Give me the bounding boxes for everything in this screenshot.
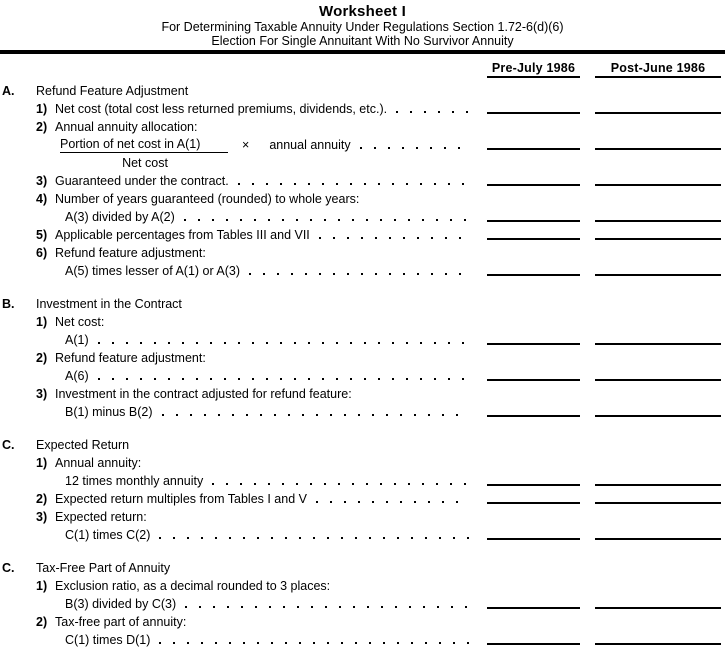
item-text: Refund feature adjustment: [55, 246, 206, 260]
item-text: Applicable percentages from Tables III and VII [55, 228, 310, 242]
row-label [0, 209, 470, 225]
dot-leader [358, 136, 470, 153]
answer-line-pre-july-1986[interactable] [487, 502, 580, 504]
column-headers [487, 60, 725, 78]
item-number: 1) [36, 456, 48, 470]
section-title: Tax-Free Part of Annuity [36, 561, 171, 575]
answer-line-post-june-1986[interactable] [595, 538, 721, 540]
document-subtitle-line2: Election For Single Annuitant With No Survivor Annuity [211, 34, 514, 48]
section-title: Refund Feature Adjustment [36, 84, 189, 98]
row-label [0, 368, 470, 384]
worksheet-row [0, 225, 725, 243]
answer-line-post-june-1986[interactable] [595, 484, 721, 486]
answer-line-pre-july-1986[interactable] [487, 148, 580, 150]
dot-leader [210, 473, 470, 489]
answer-line-pre-july-1986[interactable] [487, 274, 580, 276]
row-label [0, 560, 470, 576]
section-header-row [0, 435, 725, 453]
answer-line-post-june-1986[interactable] [595, 502, 721, 504]
answer-line-pre-july-1986[interactable] [487, 220, 580, 222]
item-text: Exclusion ratio, as a decimal rounded to 3 places: [55, 579, 331, 593]
formula-text: annual annuity [269, 138, 351, 152]
answer-line-pre-july-1986[interactable] [487, 643, 580, 645]
worksheet-section [0, 294, 725, 420]
worksheet-row [0, 453, 725, 471]
row-label [0, 245, 470, 261]
worksheet-row [0, 612, 725, 630]
row-label [0, 527, 470, 543]
item-number: 2) [36, 120, 48, 134]
dot-leader [160, 404, 470, 420]
item-number: 6) [36, 246, 48, 260]
dot-leader [157, 632, 470, 648]
item-text: Annual annuity: [55, 456, 142, 470]
worksheet-row [0, 312, 725, 330]
dot-leader [183, 596, 470, 612]
fraction-numerator: Portion of net cost in A(1) [60, 136, 228, 153]
worksheet-row [0, 243, 725, 261]
document-title: Worksheet I [319, 3, 406, 20]
answer-line-post-june-1986[interactable] [595, 274, 721, 276]
item-number: 2) [36, 615, 48, 629]
item-text: Net cost (total cost less returned premiums, dividends, etc.). [55, 102, 388, 116]
answer-line-post-june-1986[interactable] [595, 607, 721, 609]
item-number: 1) [36, 579, 48, 593]
answer-line-pre-july-1986[interactable] [487, 184, 580, 186]
row-label [0, 263, 470, 279]
row-label [0, 314, 470, 330]
item-number: 2) [36, 351, 48, 365]
row-label [0, 578, 470, 594]
sub-item-text: A(1) [65, 333, 89, 347]
sub-item-text: A(3) divided by A(2) [65, 210, 175, 224]
horizontal-divider [0, 50, 725, 54]
answer-line-post-june-1986[interactable] [595, 379, 721, 381]
worksheet-row [0, 189, 725, 207]
answer-line-post-june-1986[interactable] [595, 643, 721, 645]
section-letter: C. [2, 438, 15, 452]
column-header-post-june-1986: Post-June 1986 [595, 60, 721, 78]
section-header-row [0, 81, 725, 99]
dot-leader [96, 368, 470, 384]
row-label [0, 191, 470, 207]
worksheet-row [0, 261, 725, 279]
item-number: 1) [36, 102, 48, 116]
answer-line-post-june-1986[interactable] [595, 415, 721, 417]
row-label [0, 155, 470, 171]
dot-leader [182, 209, 470, 225]
item-text: Investment in the contract adjusted for refund feature: [55, 387, 352, 401]
section-header-row [0, 558, 725, 576]
worksheet-row [0, 525, 725, 543]
answer-line-pre-july-1986[interactable] [487, 343, 580, 345]
item-number: 1) [36, 315, 48, 329]
row-label [0, 296, 470, 312]
worksheet-row [0, 348, 725, 366]
row-label [0, 473, 470, 489]
answer-line-post-june-1986[interactable] [595, 343, 721, 345]
document-subtitle-line1: For Determining Taxable Annuity Under Regulations Section 1.72-6(d)(6) [161, 20, 564, 34]
item-number: 3) [36, 174, 48, 188]
worksheet-row [0, 384, 725, 402]
section-letter: B. [2, 297, 15, 311]
item-text: Net cost: [55, 315, 105, 329]
sub-item-text: A(5) times lesser of A(1) or A(3) [65, 264, 241, 278]
sub-item-text: B(3) divided by C(3) [65, 597, 177, 611]
fraction-denominator: Net cost [122, 156, 168, 170]
worksheet-section [0, 81, 725, 279]
section-letter: C. [2, 561, 15, 575]
document-header [0, 0, 725, 48]
item-text: Refund feature adjustment: [55, 351, 206, 365]
dot-leader [96, 332, 470, 348]
item-text: Expected return multiples from Tables I and V [55, 492, 307, 506]
item-text: Number of years guaranteed (rounded) to whole years: [55, 192, 360, 206]
answer-line-post-june-1986[interactable] [595, 220, 721, 222]
worksheet-body [0, 81, 725, 648]
section-header-row [0, 294, 725, 312]
sub-item-text: 12 times monthly annuity [65, 474, 204, 488]
section-letter: A. [2, 84, 15, 98]
answer-line-post-june-1986[interactable] [595, 238, 721, 240]
row-label [0, 386, 470, 402]
item-number: 5) [36, 228, 48, 242]
answer-line-post-june-1986[interactable] [595, 148, 721, 150]
row-label [0, 101, 470, 117]
multiply-sign: × [242, 138, 250, 152]
column-header-pre-july-1986: Pre-July 1986 [487, 60, 580, 78]
worksheet-row [0, 171, 725, 189]
worksheet-row [0, 507, 725, 525]
item-number: 4) [36, 192, 48, 206]
row-label [0, 404, 470, 420]
sub-item-text: A(6) [65, 369, 89, 383]
section-title: Investment in the Contract [36, 297, 182, 311]
dot-leader [314, 491, 470, 507]
row-label [0, 136, 470, 153]
item-text: Guaranteed under the contract. [55, 174, 229, 188]
worksheet-row [0, 135, 725, 153]
item-text: Expected return: [55, 510, 147, 524]
answer-line-pre-july-1986[interactable] [487, 112, 580, 114]
row-label [0, 455, 470, 471]
item-text: Tax-free part of annuity: [55, 615, 187, 629]
item-number: 2) [36, 492, 48, 506]
worksheet-row [0, 630, 725, 648]
answer-line-pre-july-1986[interactable] [487, 484, 580, 486]
sub-item-text: C(1) times D(1) [65, 633, 151, 647]
row-label [0, 491, 470, 507]
row-label [0, 173, 470, 189]
worksheet-section [0, 435, 725, 543]
dot-leader [394, 101, 470, 117]
item-text: Annual annuity allocation: [55, 120, 198, 134]
row-label [0, 332, 470, 348]
answer-line-post-june-1986[interactable] [595, 112, 721, 114]
row-label [0, 119, 470, 135]
sub-item-text: B(1) minus B(2) [65, 405, 153, 419]
worksheet-row [0, 99, 725, 117]
answer-line-pre-july-1986[interactable] [487, 379, 580, 381]
worksheet-row [0, 489, 725, 507]
row-label [0, 437, 470, 453]
row-label [0, 596, 470, 612]
answer-line-pre-july-1986[interactable] [487, 607, 580, 609]
sub-item-text: C(1) times C(2) [65, 528, 151, 542]
worksheet-section [0, 558, 725, 648]
worksheet-row [0, 330, 725, 348]
dot-leader [236, 173, 470, 189]
answer-line-pre-july-1986[interactable] [487, 238, 580, 240]
answer-line-post-june-1986[interactable] [595, 184, 721, 186]
item-number: 3) [36, 387, 48, 401]
row-label [0, 632, 470, 648]
worksheet-row [0, 594, 725, 612]
dot-leader [247, 263, 470, 279]
row-label [0, 350, 470, 366]
worksheet-row [0, 402, 725, 420]
worksheet-row [0, 576, 725, 594]
dot-leader [157, 527, 470, 543]
worksheet-row [0, 366, 725, 384]
worksheet-row [0, 117, 725, 135]
row-label [0, 614, 470, 630]
item-number: 3) [36, 510, 48, 524]
worksheet-row [0, 471, 725, 489]
row-label [0, 83, 470, 99]
fraction-denominator-row [0, 153, 725, 171]
dot-leader [317, 227, 470, 243]
section-title: Expected Return [36, 438, 130, 452]
answer-line-pre-july-1986[interactable] [487, 415, 580, 417]
worksheet-row [0, 207, 725, 225]
answer-line-pre-july-1986[interactable] [487, 538, 580, 540]
row-label [0, 227, 470, 243]
row-label [0, 509, 470, 525]
